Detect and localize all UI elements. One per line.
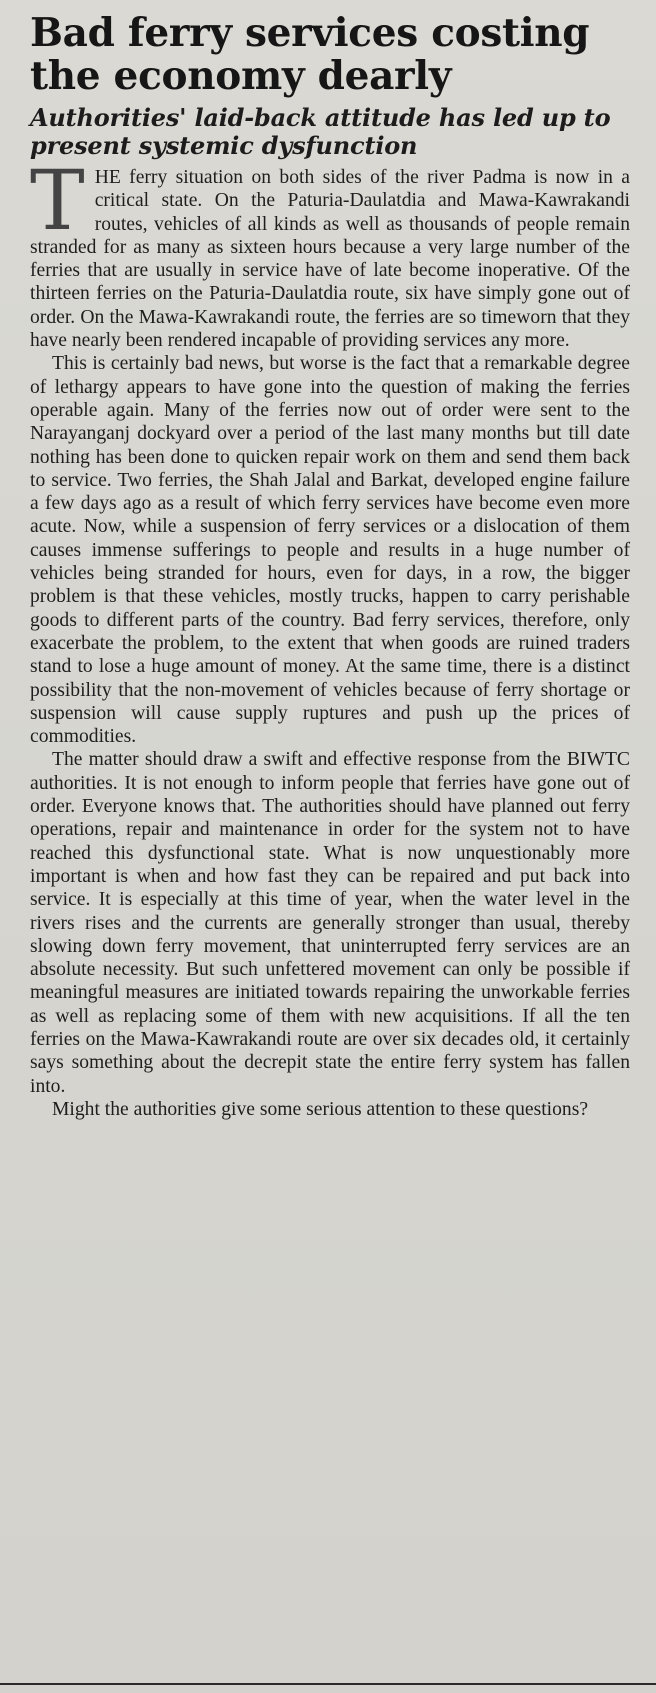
paragraph-4: Might the authorities give some serious attention to these questions? [52, 1098, 589, 1120]
article-body [30, 154, 630, 1121]
subheadline: Authorities' laid-back attitude has led up to present systemic dysfunction [30, 103, 611, 160]
paragraph-2: This is certainly bad news, but worse is the fact that a remarkable degree of lethargy appears to have gone into the question of making the ferries operable again. Many of the ferries now out of order were sent to the Narayanganj dockyard over a period of the last many months but till date nothing has been done to quicken repair work on them and send them back to service. Two ferries, the Shah Jalal and Barkat, developed engine failure a few days ago as a result of which ferry services have become even more acute. Now, while a suspension of ferry services or a dislocation of them causes immense sufferings to people and results in a huge number of vehicles being stranded for hours, even for days, in a row, the bigger problem is that these vehicles, mostly trucks, happen to carry perishable goods to different parts of the country. Bad ferry services, therefore, only exacerbate the problem, to the extent that when goods are ruined traders stand to lose a huge amount of money. At the same time, there is a distinct possibility that the non-movement of vehicles because of ferry shortage or suspension will cause supply ruptures and push up the prices of commodities. [30, 353, 630, 748]
headline: Bad ferry services costing the economy dearly [30, 10, 590, 99]
bottom-rule [0, 1683, 656, 1685]
paragraph-1-text: HE ferry situation on both sides of the river Padma is now in a critical state. On the Paturia-Daulatdia and Mawa-Kawrakandi routes, vehicles of all kinds as well as thousands of people remain stranded for as many as sixteen hours because a very large number of the ferries that are usually in service have of late become inoperative. Of the thirteen ferries on the Paturia-Daulatdia route, six have simply gone out of order. On the Mawa-Kawrakandi route, the ferries are so timeworn that they have nearly been rendered incapable of providing services any more. [30, 167, 630, 352]
paragraph-3: The matter should draw a swift and effective response from the BIWTC authorities. It is not enough to inform people that ferries have gone out of order. Everyone knows that. The authorities should have planned out ferry operations, repair and maintenance in order for the system not to have reached this dysfunctional state. What is now unquestionably more important is when and how fast they can be repaired and put back into service. It is especially at this time of year, when the water level in the rivers rises and the currents are generally stronger than usual, thereby slowing down ferry movement, that uninterrupted ferry services are an absolute necessity. But such unfettered movement can only be possible if meaningful measures are initiated towards repairing the unworkable ferries as well as replacing some of them with new acquisitions. If all the ten ferries on the Mawa-Kawrakandi route are over six decades old, it certainly says something about the decrepit state the entire ferry system has fallen into. [30, 749, 630, 1097]
paragraph-1 [30, 154, 630, 352]
editorial-article [30, 12, 630, 1121]
drop-cap: T [30, 154, 85, 249]
